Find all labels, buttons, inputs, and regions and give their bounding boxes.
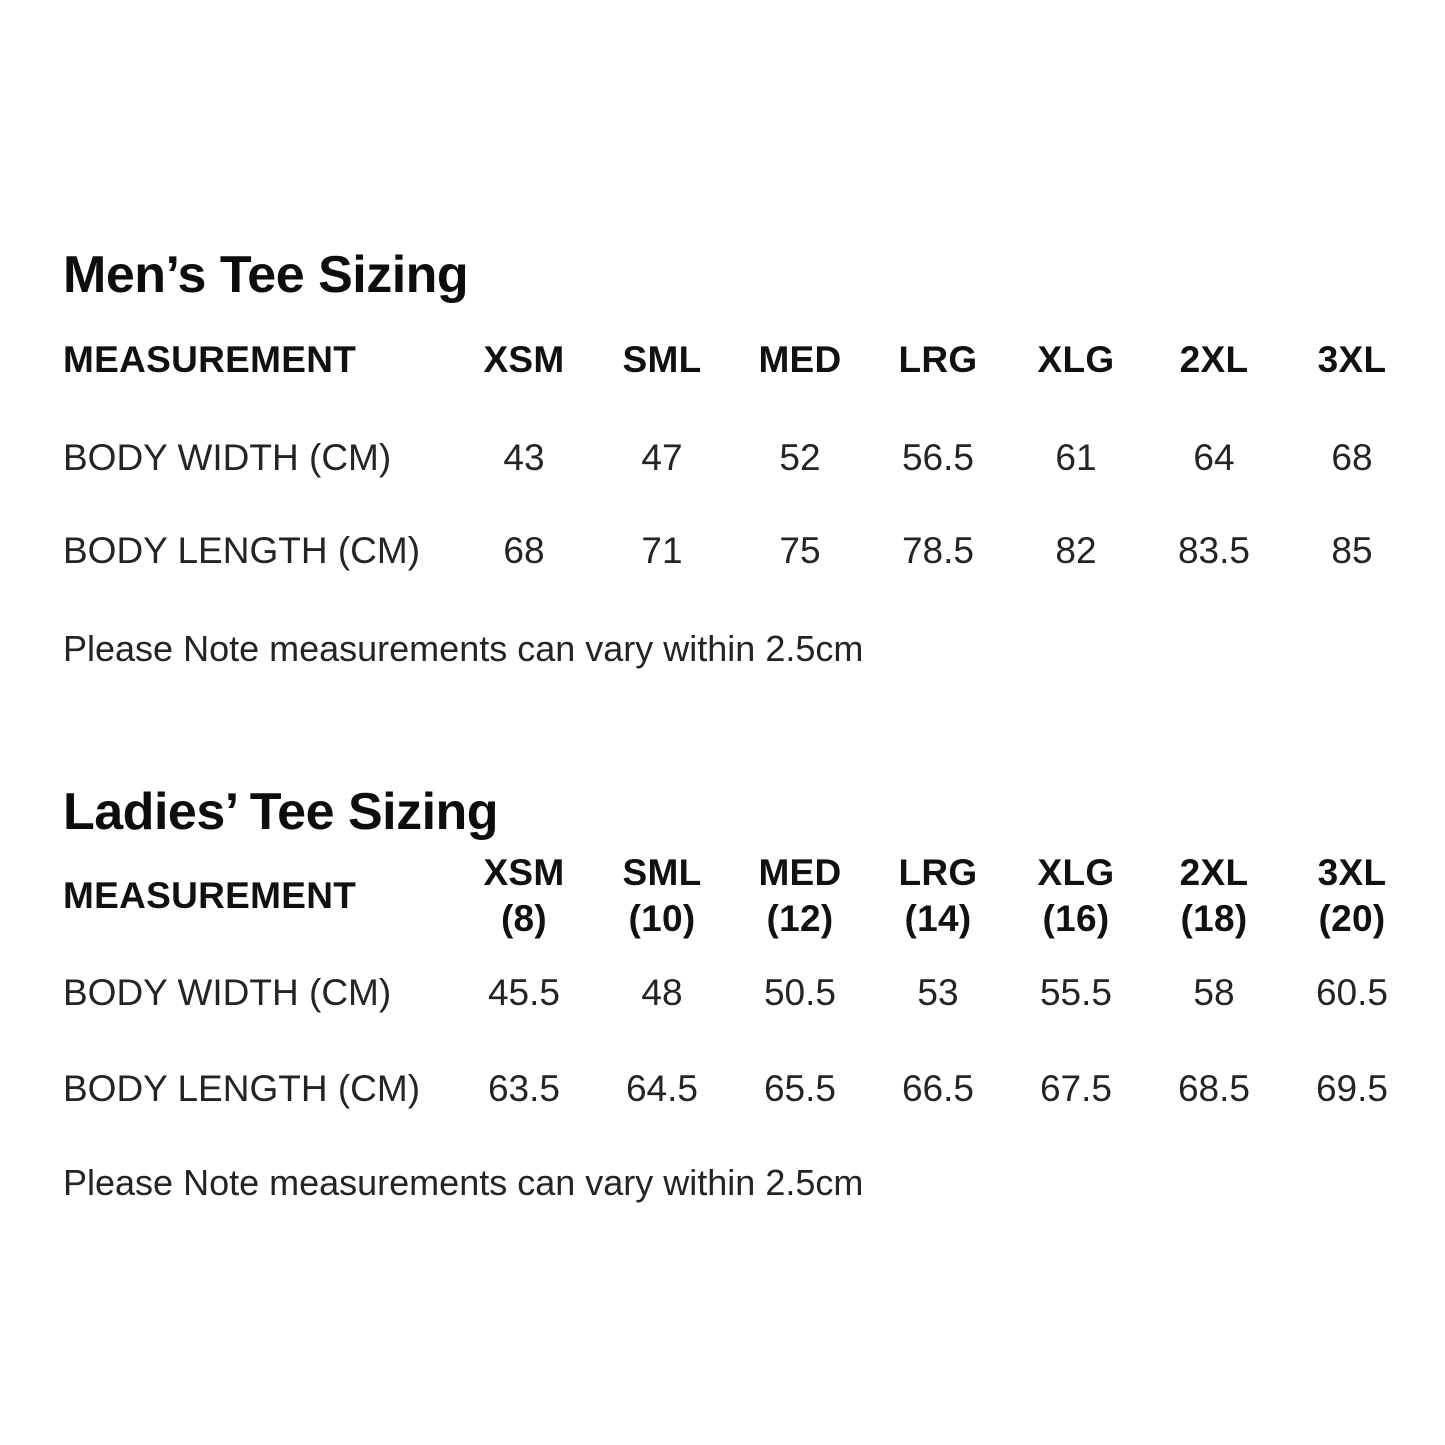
size-value: 71 <box>641 530 683 571</box>
size-label: XSM <box>483 852 565 893</box>
size-value: 45.5 <box>487 972 560 1013</box>
size-column-header-3xl: 3XL <box>1317 339 1387 380</box>
size-value: 50.5 <box>763 972 836 1013</box>
row-label: BODY LENGTH (CM) <box>63 530 421 571</box>
row-label: BODY WIDTH (CM) <box>63 972 392 1013</box>
size-value: 53 <box>917 972 959 1013</box>
mens-section-title: Men’s Tee Sizing <box>63 246 469 304</box>
size-column-header-med <box>731 850 869 942</box>
ladies-header-row <box>63 850 1425 942</box>
size-sub-label: (20) <box>1318 898 1386 939</box>
size-value: 68 <box>1331 437 1373 478</box>
size-column-header-2xl: 2XL <box>1179 339 1249 380</box>
ladies-body-width-row <box>63 969 1425 1017</box>
size-value: 82 <box>1055 530 1097 571</box>
size-value: 61 <box>1055 437 1097 478</box>
size-label: 2XL <box>1179 852 1249 893</box>
size-column-header-xlg <box>1007 850 1145 942</box>
size-value: 65.5 <box>763 1068 836 1109</box>
size-value: 64 <box>1193 437 1235 478</box>
row-label: BODY LENGTH (CM) <box>63 1068 421 1109</box>
size-column-header-2xl <box>1145 850 1283 942</box>
size-sub-label: (8) <box>500 898 548 939</box>
size-value: 56.5 <box>901 437 974 478</box>
size-value: 52 <box>779 437 821 478</box>
size-column-header-med: MED <box>758 339 842 380</box>
size-label: XLG <box>1037 852 1115 893</box>
size-value: 64.5 <box>625 1068 698 1109</box>
size-sub-label: (10) <box>628 898 696 939</box>
mens-body-width-row <box>63 434 1425 482</box>
size-label: LRG <box>898 852 978 893</box>
size-value: 83.5 <box>1177 530 1250 571</box>
size-value: 69.5 <box>1315 1068 1388 1109</box>
size-value: 43 <box>503 437 545 478</box>
size-value: 67.5 <box>1039 1068 1112 1109</box>
size-column-header-3xl <box>1283 850 1421 942</box>
size-sub-label: (12) <box>766 898 834 939</box>
ladies-body-length-row <box>63 1065 1425 1113</box>
size-value: 78.5 <box>901 530 974 571</box>
size-column-header-sml: SML <box>622 339 702 380</box>
mens-sizing-table <box>63 336 1425 575</box>
size-value: 58 <box>1193 972 1235 1013</box>
measurement-column-header: MEASUREMENT <box>63 339 357 380</box>
ladies-sizing-table <box>63 850 1425 1113</box>
size-sub-label: (16) <box>1042 898 1110 939</box>
mens-measurement-note: Please Note measurements can vary within 2.5cm <box>63 628 864 669</box>
size-value: 75 <box>779 530 821 571</box>
size-column-header-sml <box>593 850 731 942</box>
ladies-measurement-note: Please Note measurements can vary within 2.5cm <box>63 1162 864 1203</box>
size-value: 85 <box>1331 530 1373 571</box>
size-label: 3XL <box>1317 852 1387 893</box>
measurement-column-header: MEASUREMENT <box>63 875 357 916</box>
size-value: 55.5 <box>1039 972 1112 1013</box>
size-label: MED <box>758 852 842 893</box>
size-value: 68 <box>503 530 545 571</box>
mens-header-row <box>63 336 1425 384</box>
size-value: 66.5 <box>901 1068 974 1109</box>
size-value: 68.5 <box>1177 1068 1250 1109</box>
row-label: BODY WIDTH (CM) <box>63 437 392 478</box>
ladies-section-title: Ladies’ Tee Sizing <box>63 783 499 841</box>
size-sub-label: (18) <box>1180 898 1248 939</box>
size-column-header-xsm: XSM <box>483 339 565 380</box>
size-label: SML <box>622 852 702 893</box>
size-value: 60.5 <box>1315 972 1388 1013</box>
size-sub-label: (14) <box>904 898 972 939</box>
size-value: 63.5 <box>487 1068 560 1109</box>
size-column-header-xsm <box>455 850 593 942</box>
mens-body-length-row <box>63 527 1425 575</box>
size-column-header-xlg: XLG <box>1037 339 1115 380</box>
size-value: 47 <box>641 437 683 478</box>
size-column-header-lrg <box>869 850 1007 942</box>
size-value: 48 <box>641 972 683 1013</box>
size-column-header-lrg: LRG <box>898 339 978 380</box>
